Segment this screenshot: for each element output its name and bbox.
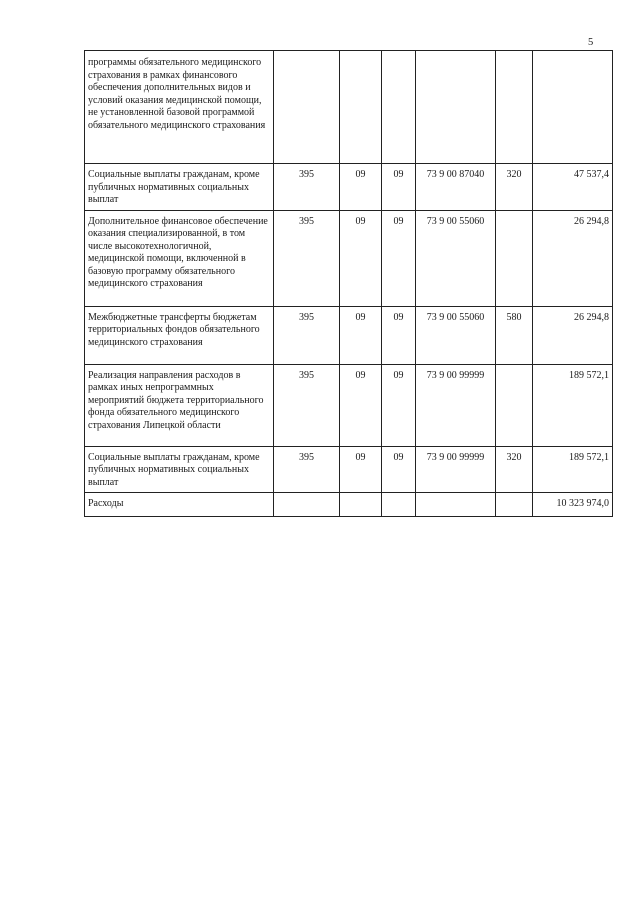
subsection-code-cell: 09 (382, 306, 416, 364)
admin-code-cell (274, 493, 340, 517)
admin-code-cell: 395 (274, 364, 340, 446)
target-code-cell: 73 9 00 55060 (416, 210, 496, 306)
admin-code-cell: 395 (274, 164, 340, 211)
section-code-cell: 09 (340, 364, 382, 446)
admin-code-cell: 395 (274, 446, 340, 493)
amount-cell: 26 294,8 (533, 306, 613, 364)
expense-name-cell: Реализация направления расходов в рамках иных непрограммных мероприятий бюджета территориального фонда обязательного медицинского страхования Липецкой области (85, 364, 274, 446)
target-code-cell: 73 9 00 87040 (416, 164, 496, 211)
subsection-code-cell: 09 (382, 446, 416, 493)
section-code-cell: 09 (340, 306, 382, 364)
subsection-code-cell: 09 (382, 210, 416, 306)
admin-code-cell: 395 (274, 306, 340, 364)
table-row (85, 306, 613, 364)
expense-name-cell: Дополнительное финансовое обеспечение оказания специализированной, в том числе высокотехнологичной, медицинской помощи, включенной в базовую программу обязательного медицинского страхования (85, 210, 274, 306)
subsection-code-cell (382, 51, 416, 164)
expense-type-cell (496, 51, 533, 164)
table-row (85, 446, 613, 493)
expense-type-cell (496, 210, 533, 306)
expense-type-cell: 320 (496, 164, 533, 211)
section-code-cell: 09 (340, 446, 382, 493)
target-code-cell: 73 9 00 99999 (416, 446, 496, 493)
amount-cell (533, 51, 613, 164)
expense-name-cell: Межбюджетные трансферты бюджетам территориальных фондов обязательного медицинского страхования (85, 306, 274, 364)
table-row-total (85, 493, 613, 517)
page-number: 5 (588, 37, 594, 48)
table-row (85, 364, 613, 446)
admin-code-cell (274, 51, 340, 164)
target-code-cell (416, 51, 496, 164)
expense-name-cell: Социальные выплаты гражданам, кроме публичных нормативных социальных выплат (85, 446, 274, 493)
expense-name-cell: Социальные выплаты гражданам, кроме публичных нормативных социальных выплат (85, 164, 274, 211)
table-row (85, 164, 613, 211)
table-row (85, 210, 613, 306)
admin-code-cell: 395 (274, 210, 340, 306)
target-code-cell: 73 9 00 99999 (416, 364, 496, 446)
budget-table (84, 50, 613, 517)
amount-cell: 189 572,1 (533, 446, 613, 493)
expense-name-cell: программы обязательного медицинского страхования в рамках финансового обеспечения дополнительных видов и условий оказания медицинской помощи, не установленной базовой программой обязательного медицинского страхования (85, 51, 274, 164)
section-code-cell: 09 (340, 210, 382, 306)
expense-type-cell (496, 493, 533, 517)
target-code-cell: 73 9 00 55060 (416, 306, 496, 364)
section-code-cell (340, 493, 382, 517)
amount-cell: 26 294,8 (533, 210, 613, 306)
subsection-code-cell: 09 (382, 164, 416, 211)
table-row (85, 51, 613, 164)
expense-type-cell: 320 (496, 446, 533, 493)
expense-type-cell: 580 (496, 306, 533, 364)
total-amount-cell: 10 323 974,0 (533, 493, 613, 517)
section-code-cell (340, 51, 382, 164)
target-code-cell (416, 493, 496, 517)
expense-type-cell (496, 364, 533, 446)
amount-cell: 47 537,4 (533, 164, 613, 211)
amount-cell: 189 572,1 (533, 364, 613, 446)
subsection-code-cell: 09 (382, 364, 416, 446)
subsection-code-cell (382, 493, 416, 517)
section-code-cell: 09 (340, 164, 382, 211)
total-label-cell: Расходы (85, 493, 274, 517)
